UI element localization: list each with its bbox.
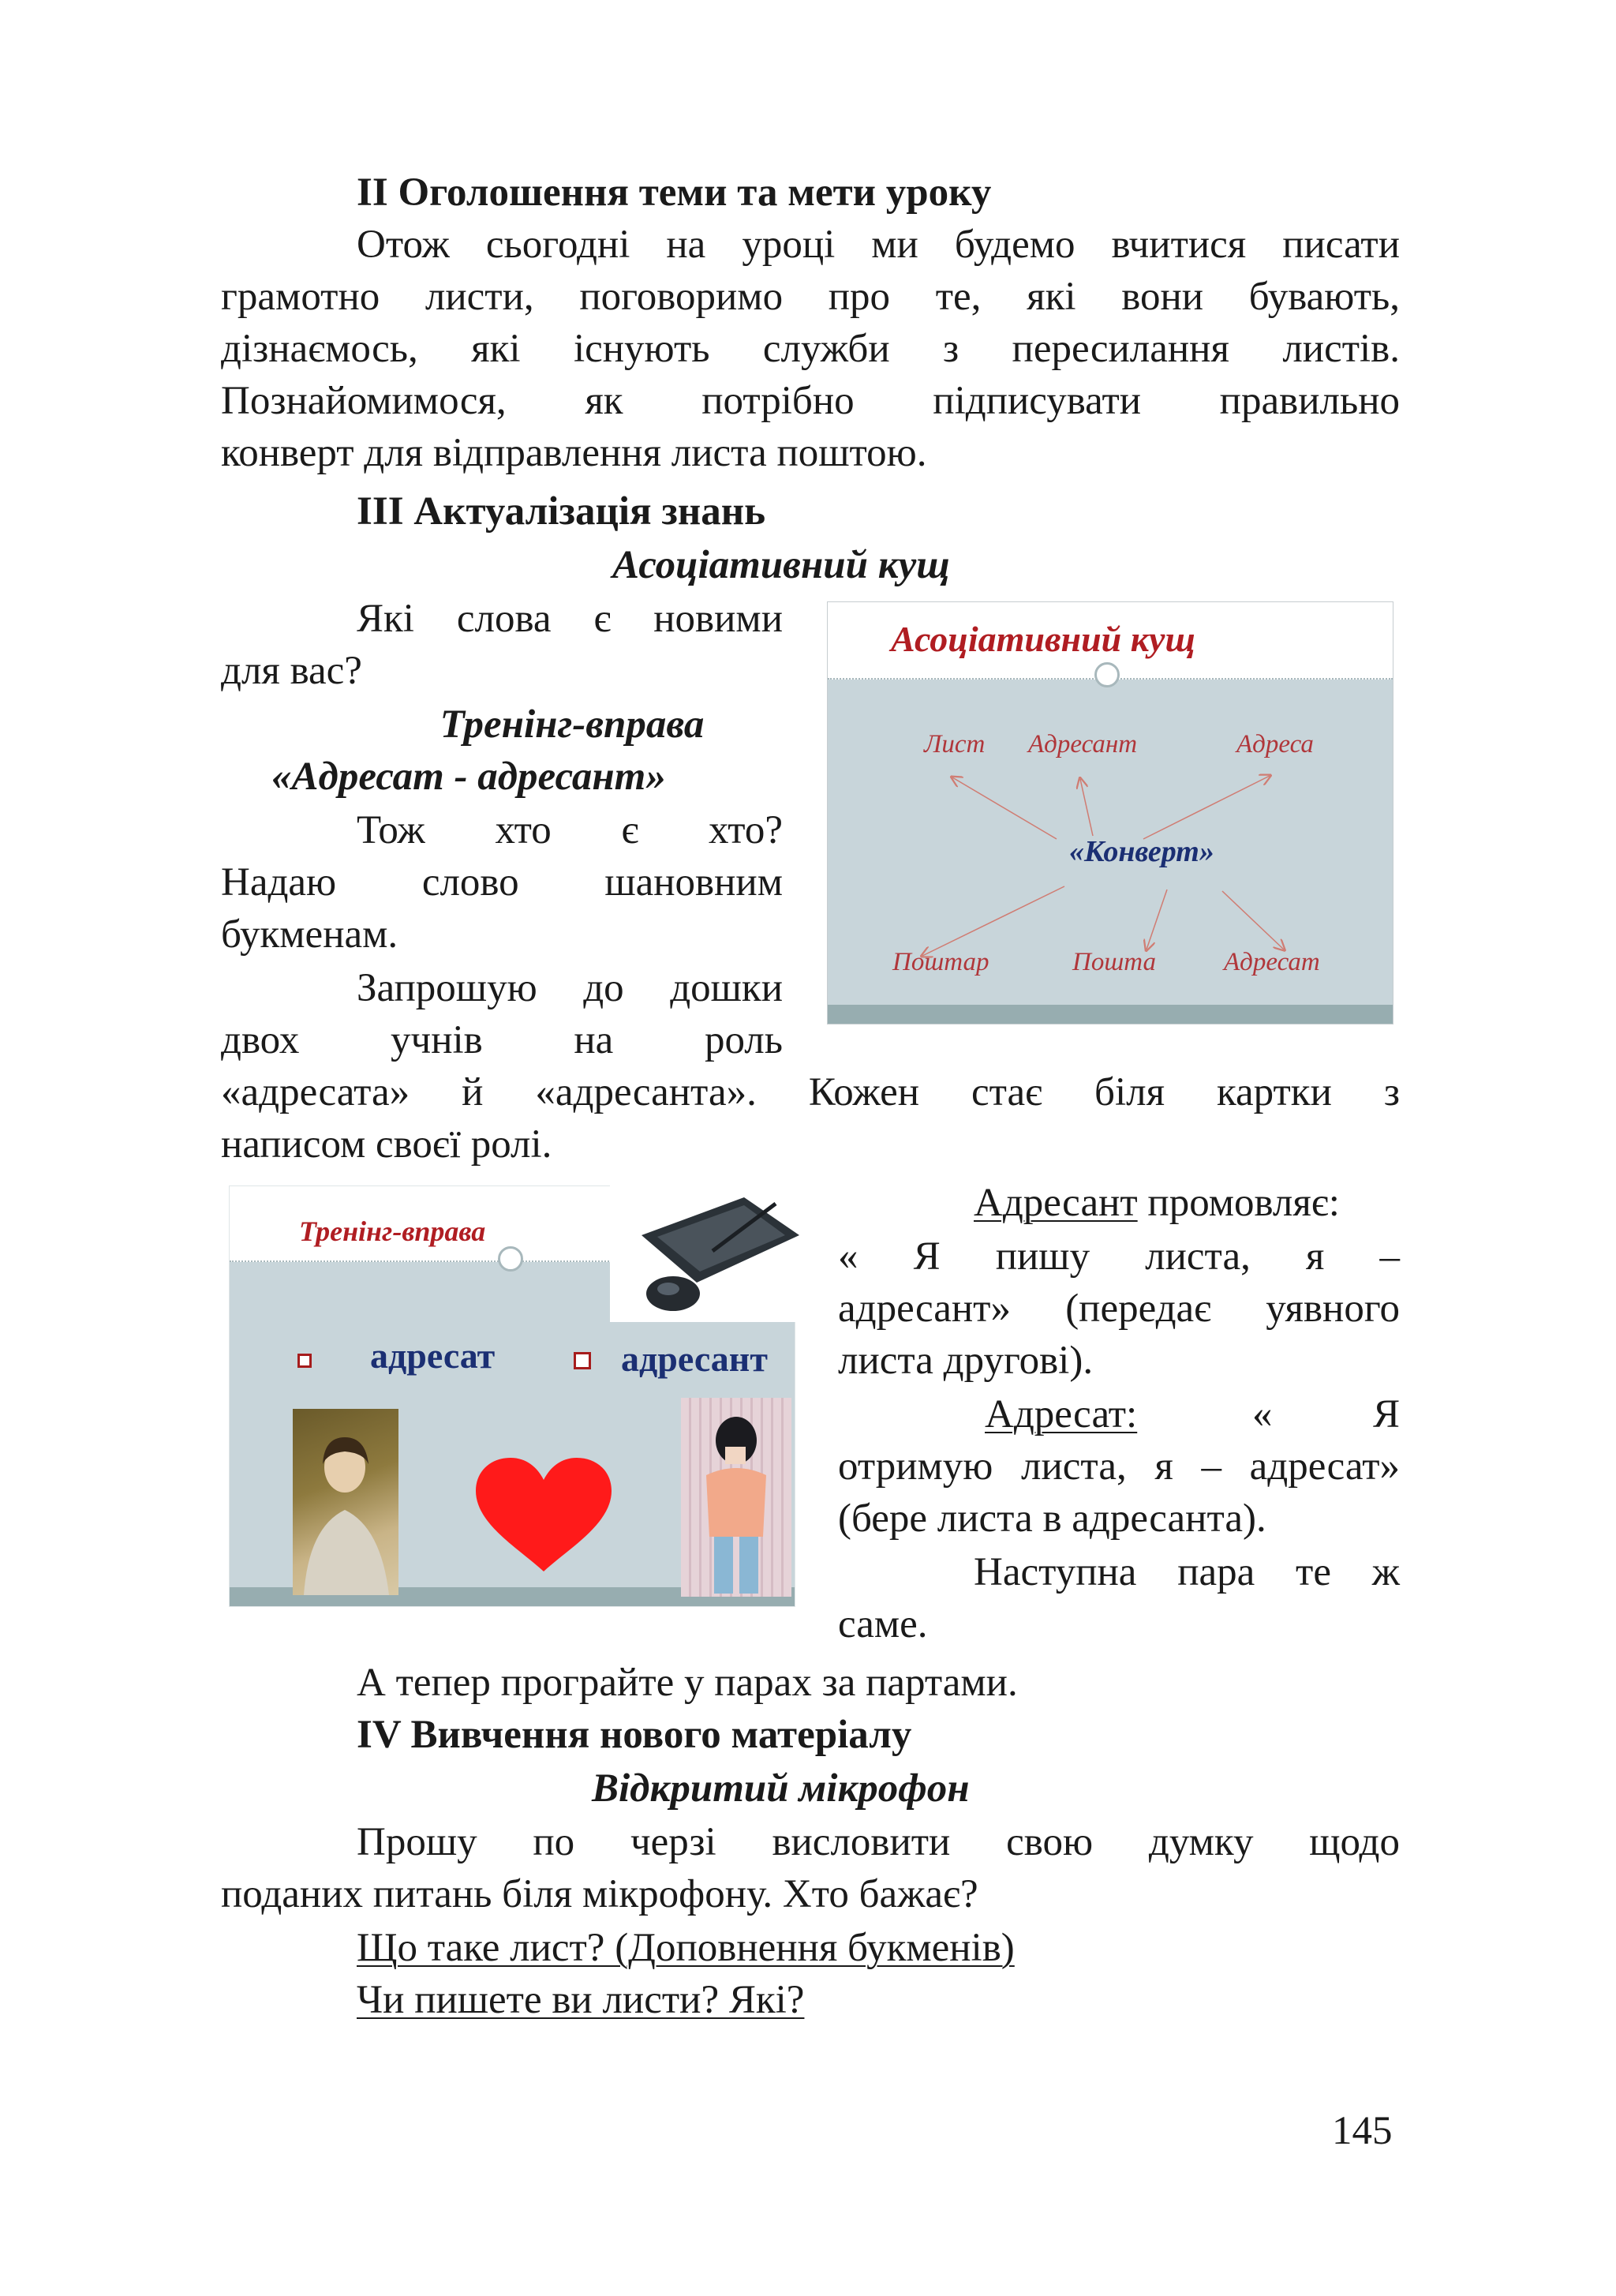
adresat-line-3: (бере листа в адресанта). xyxy=(838,1496,1266,1541)
training-title: Тренінг-вправа xyxy=(440,702,705,747)
arrow-to-poshtar xyxy=(922,886,1064,956)
question-2: Чи пишете ви листи? Які? xyxy=(357,1978,805,2022)
section4-heading: IV Вивчення нового матеріалу xyxy=(357,1713,912,1757)
arrow-to-adresant xyxy=(1080,779,1093,836)
adresant-line-4: листа другові). xyxy=(838,1339,1094,1383)
graphics-tablet-icon xyxy=(610,1180,807,1322)
portrait-picture xyxy=(293,1409,398,1595)
adresant-rest: промовляє: xyxy=(1137,1181,1340,1225)
arrow-to-lyst xyxy=(952,777,1057,839)
section2-line-4: Познайомимося, як потрібно підписувати правильно xyxy=(221,379,1400,423)
p3-line-3: «адресата» й «адресанта». Кожен стає біля картки з xyxy=(221,1070,1400,1114)
adresat-line-2: отримую листа, я – адресат» xyxy=(838,1444,1400,1489)
next-pair-line-2: саме. xyxy=(838,1602,928,1646)
bullet-square-icon xyxy=(297,1354,312,1368)
slide1-word-poshtar: Поштар xyxy=(892,948,989,976)
girl-photo-icon xyxy=(681,1398,791,1597)
section2-heading: II Оголошення теми та мети уроку xyxy=(357,170,992,215)
graphics-tablet-picture xyxy=(610,1180,807,1322)
page-number: 145 xyxy=(1332,2109,1393,2153)
p3-line-1: Запрошую до дошки xyxy=(357,966,783,1010)
arrow-to-poshta xyxy=(1147,890,1167,949)
section3-subheading: Асоціативний кущ xyxy=(612,543,950,587)
question-1: Що таке лист? (Доповнення букменів) xyxy=(357,1926,1015,1970)
slide1-word-adresa: Адреса xyxy=(1236,730,1314,758)
p3-line-4: написом своєї ролі. xyxy=(221,1122,552,1167)
slide2-item-adresat: адресат xyxy=(370,1335,496,1376)
section2-line-1: Отож сьогодні на уроці ми будемо вчитися писати xyxy=(357,223,1400,267)
section2-line-5: конверт для відправлення листа поштою. xyxy=(221,431,927,475)
slide2-connector-circle xyxy=(498,1246,523,1272)
p3-line-2: двох учнів на роль xyxy=(221,1018,783,1062)
adresat-rest: « Я xyxy=(1252,1392,1401,1436)
p2-line-2: Надаю слово шановним xyxy=(221,860,783,905)
slide-training xyxy=(229,1185,795,1607)
p2-line-3: букменам. xyxy=(221,912,398,957)
slide1-word-poshta: Пошта xyxy=(1072,948,1156,976)
slide-associative-bush xyxy=(827,601,1393,1024)
adresant-line-2: « Я пишу листа, я – xyxy=(838,1234,1400,1279)
heart-icon xyxy=(473,1456,615,1575)
slide2-item-adresant: адресант xyxy=(621,1339,768,1379)
training-name: «Адресат - адресант» xyxy=(271,755,666,799)
slide1-word-adresat: Адресат xyxy=(1224,948,1320,976)
section2-line-3: дізнаємось, які існують служби з пересилання листів. xyxy=(221,327,1400,371)
arrow-to-adresat xyxy=(1222,891,1284,949)
section4-line-1: Прошу по черзі висловити свою думку щодо xyxy=(357,1820,1400,1864)
slide1-word-lyst: Лист xyxy=(924,730,986,758)
q1-line-2: для вас? xyxy=(221,649,362,693)
next-pair-line-1: Наступна пара те ж xyxy=(974,1550,1400,1594)
slide1-word-adresant: Адресант xyxy=(1028,730,1138,758)
p2-line-1: Тож хто є хто? xyxy=(357,808,783,852)
slide1-title: Асоціативний кущ xyxy=(891,619,1195,659)
section2-line-2: грамотно листи, поговоримо про те, які вони бувають, xyxy=(221,275,1400,319)
slide2-title: Тренінг-вправа xyxy=(299,1215,486,1247)
section4-subheading: Відкритий мікрофон xyxy=(592,1766,970,1811)
section4-line-2: поданих питань біля мікрофону. Хто бажає? xyxy=(221,1872,978,1916)
adresant-line-3: адресант» (передає уявного xyxy=(838,1287,1400,1331)
q1-line-1: Які слова є новими xyxy=(357,597,783,641)
section3-heading: III Актуалізація знань xyxy=(357,489,766,534)
slide1-center-word: «Конверт» xyxy=(1069,835,1214,868)
adresant-label: Адресант xyxy=(974,1181,1138,1225)
girl-photo-picture xyxy=(681,1398,791,1597)
play-line: А тепер програйте у парах за партами. xyxy=(357,1661,1018,1705)
adresant-line xyxy=(974,1176,1340,1230)
portrait-woman-icon xyxy=(293,1409,398,1595)
bullet-square-icon-2 xyxy=(574,1352,591,1369)
adresat-label: Адресат: xyxy=(985,1392,1138,1436)
arrow-to-adresa xyxy=(1143,776,1270,839)
